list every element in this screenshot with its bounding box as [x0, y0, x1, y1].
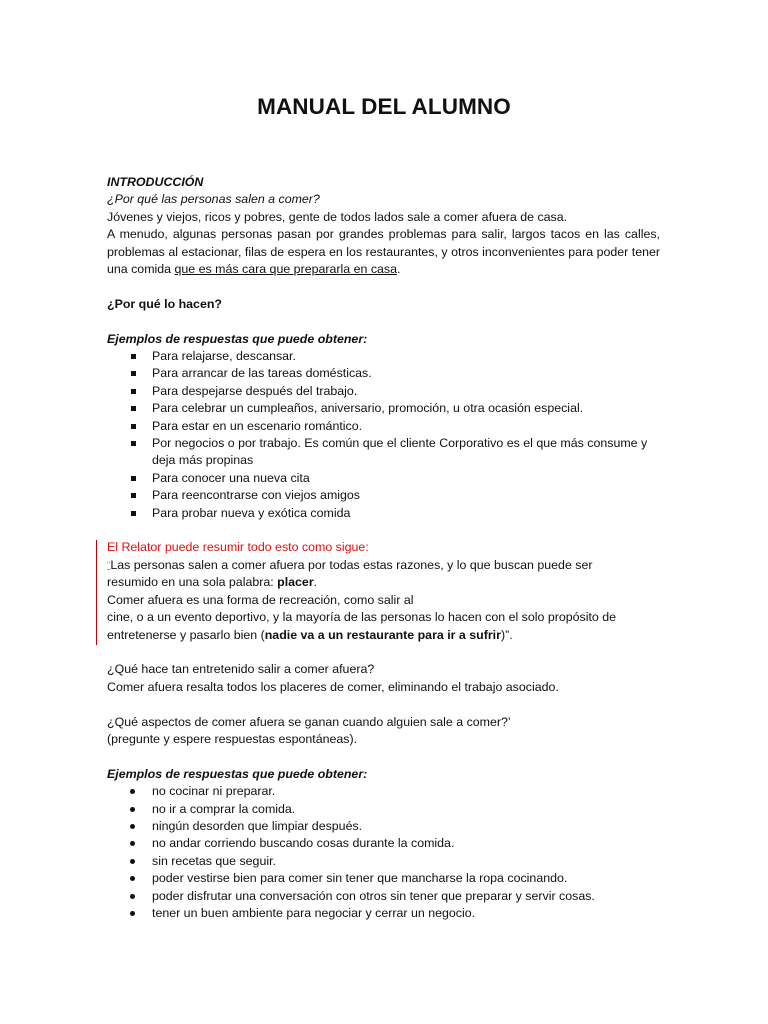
list-item: ningún desorden que limpiar después. — [152, 818, 660, 835]
open-quote-mark: “ — [107, 559, 111, 571]
fun-question: ¿Qué hace tan entretenido salir a comer afuera? — [107, 662, 375, 677]
intro-question: ¿Por qué las personas salen a comer? — [107, 192, 320, 207]
relator-line-3: Comer afuera es una forma de recreación, como salir al — [107, 592, 414, 607]
list-item: Para probar nueva y exótica comida — [152, 505, 660, 522]
reasons-list — [107, 348, 660, 522]
list-item: Para conocer una nueva cita — [152, 470, 660, 487]
relator-keyword: placer — [277, 575, 314, 590]
list-item: Para reencontrarse con viejos amigos — [152, 487, 660, 504]
spacer — [107, 696, 660, 713]
relator-line-1-text: Las personas salen a comer afuera por todas estas razones, y lo que buscan puede ser — [110, 557, 593, 572]
intro-paragraph — [107, 226, 660, 278]
list-item: poder vestirse bien para comer sin tener que mancharse la ropa cocinando. — [152, 870, 660, 887]
spacer — [107, 748, 660, 765]
list-item: poder disfrutar una conversación con otros sin tener que preparar y servir cosas. — [152, 888, 660, 905]
list-item: Para celebrar un cumpleaños, aniversario, promoción, u otra ocasión especial. — [152, 400, 660, 417]
intro-heading: INTRODUCCIÓN — [107, 175, 204, 189]
intro-paragraph-text: A menudo, algunas personas pasan por grandes problemas para salir, largos tacos en las calles, problemas al estacionar, filas de espera en los restaurantes, y otros inconvenientes para poder tener una comida — [107, 227, 660, 277]
relator-line-5-end: )”. — [500, 627, 513, 642]
revision-change-bar — [96, 540, 97, 645]
list-item: sin recetas que seguir. — [152, 853, 660, 870]
spacer — [107, 313, 660, 330]
why-heading: ¿Por qué lo hacen? — [107, 296, 222, 311]
relator-line-2-end: . — [313, 575, 318, 590]
intro-paragraph-underlined: que es más cara que prepararla en casa — [174, 262, 397, 277]
list-item: Para despejarse después del trabajo. — [152, 383, 660, 400]
list-item: no cocinar ni preparar. — [152, 783, 660, 800]
intro-paragraph-end: . — [397, 262, 401, 277]
fun-answer: Comer afuera resalta todos los placeres de comer, eliminando el trabajo asociado. — [107, 679, 559, 694]
list-item: no ir a comprar la comida. — [152, 801, 660, 818]
aspects-question: ¿Qué aspectos de comer afuera se ganan cuando alguien sale a comer?’ — [107, 714, 511, 729]
list-item: Para estar en un escenario romántico. — [152, 418, 660, 435]
list-item: tener un buen ambiente para negociar y cerrar un negocio. — [152, 905, 660, 922]
relator-line-2 — [107, 574, 660, 591]
list-item: Para arrancar de las tareas domésticas. — [152, 365, 660, 382]
spacer — [107, 644, 660, 661]
list-item: Para relajarse, descansar. — [152, 348, 660, 365]
spacer — [107, 278, 660, 295]
spacer — [107, 522, 660, 539]
list-item: Por negocios o por trabajo. Es común que el cliente Corporativo es el que más consume y deja más propinas — [152, 435, 660, 470]
intro-line: Jóvenes y viejos, ricos y pobres, gente de todos lados sale a comer afuera de casa. — [107, 209, 568, 224]
relator-line-5 — [107, 627, 660, 644]
relator-line-5-text: entretenerse y pasarlo bien ( — [107, 627, 265, 642]
relator-emphasis: nadie va a un restaurante para ir a sufrir — [264, 627, 501, 642]
examples-heading-1: Ejemplos de respuestas que puede obtener: — [107, 331, 368, 346]
document-title: MANUAL DEL ALUMNO — [257, 94, 511, 119]
examples-heading-2: Ejemplos de respuestas que puede obtener: — [107, 766, 368, 781]
document-body — [107, 174, 660, 922]
relator-line-2-text: resumido en una sola palabra: — [107, 575, 278, 590]
relator-section — [107, 539, 660, 643]
relator-line-4: cine, o a un evento deportivo, y la mayoría de las personas lo hacen con el solo propósito de — [107, 610, 617, 625]
list-item: no andar corriendo buscando cosas durante la comida. — [152, 835, 660, 852]
relator-line-1 — [107, 557, 660, 574]
relator-heading: El Relator puede resumir todo esto como sigue: — [107, 540, 369, 555]
benefits-list — [107, 783, 660, 922]
aspects-note: (pregunte y espere respuestas espontáneas). — [107, 731, 358, 746]
